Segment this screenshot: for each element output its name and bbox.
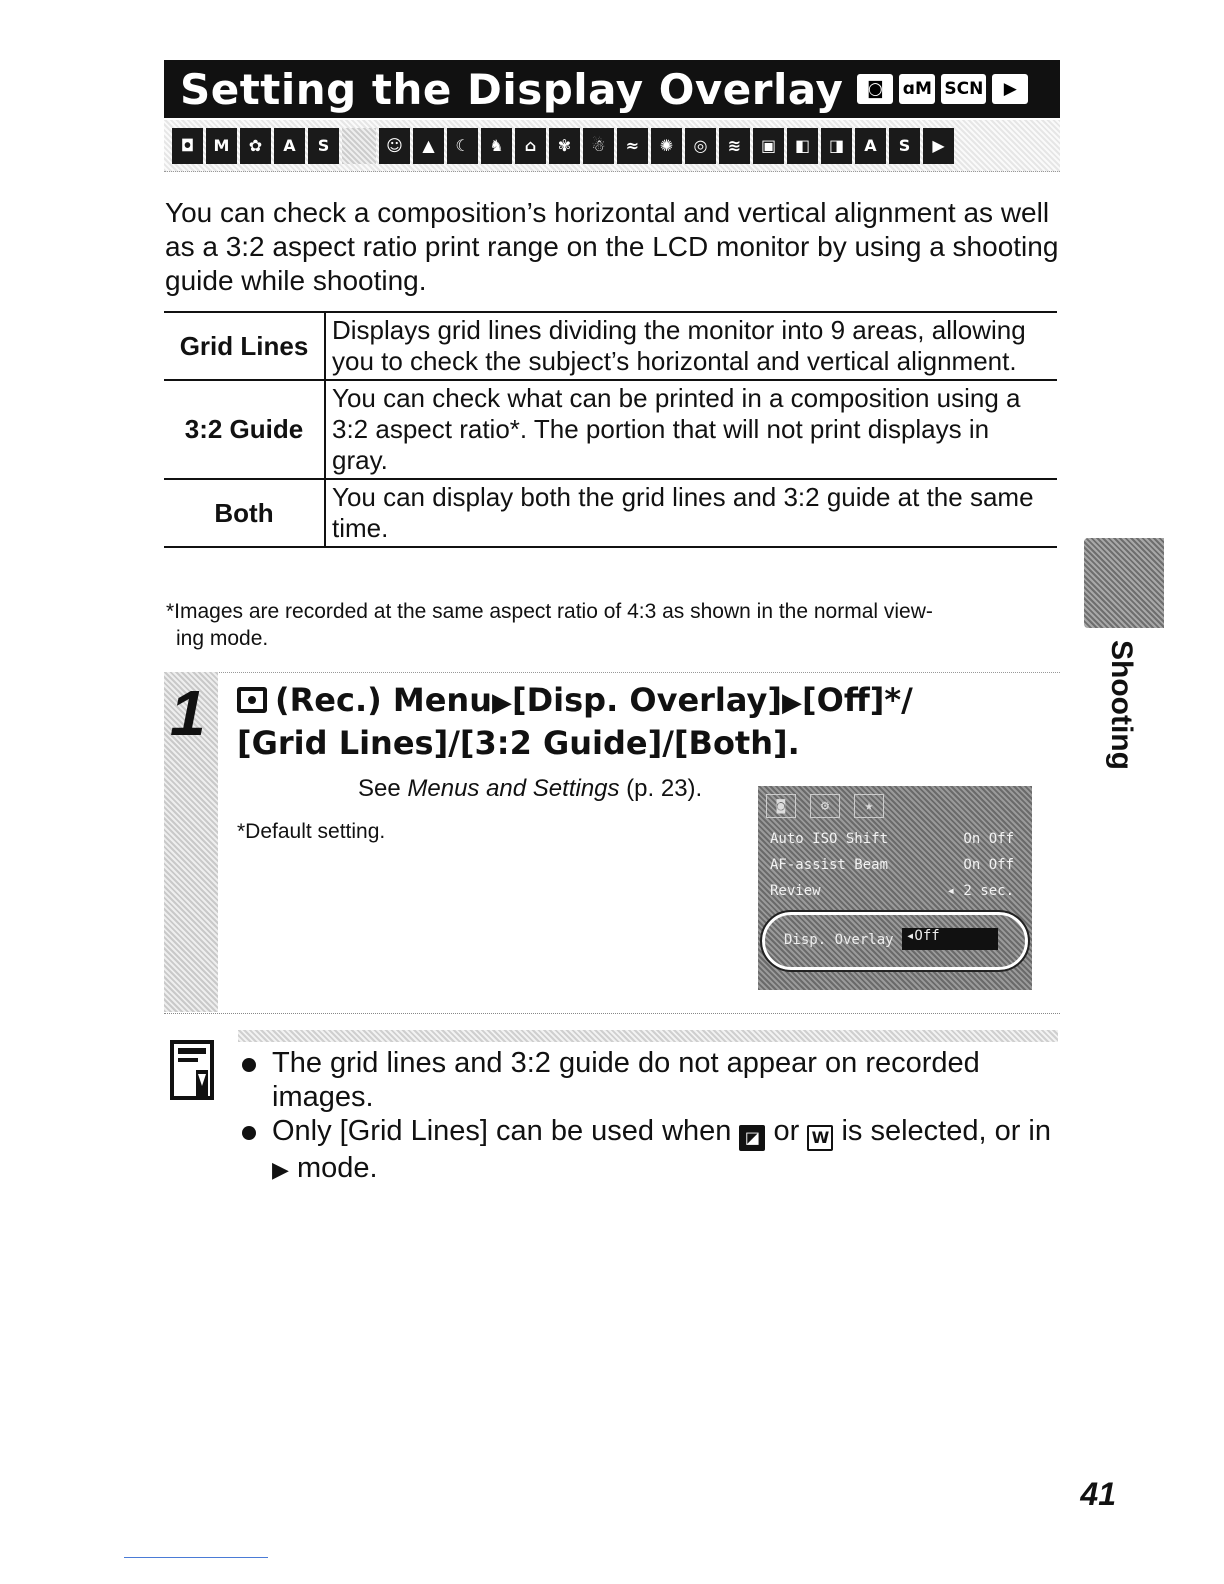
notes-list: [238, 1046, 1058, 1187]
color-accent-icon: A: [274, 128, 305, 164]
color-swap-icon: S: [308, 128, 339, 164]
intro-paragraph: You can check a composition’s horizontal and vertical alignment as well as a 3:2 aspect ratio print range on the LCD monitor by using a shooting guide while shooting.: [165, 197, 1059, 296]
movie-icon: ▶: [992, 74, 1028, 104]
cross-reference: [358, 775, 702, 803]
note-text: mode.: [288, 1152, 378, 1184]
stitch-assist-right-icon: ◨: [821, 128, 852, 164]
aquarium-icon: ◎: [685, 128, 716, 164]
snow-icon: ☃: [583, 128, 614, 164]
heading-part: [Disp. Overlay]: [511, 681, 782, 719]
stitch-assist-mode-icon: ◪: [739, 1125, 765, 1151]
option-term: 3:2 Guide: [164, 380, 325, 479]
camera-manual-icon: ɑM: [899, 74, 935, 104]
fireworks-icon: ✺: [651, 128, 682, 164]
footnote-line: ing mode.: [176, 627, 269, 650]
heading-part: [Off]*/: [801, 681, 913, 719]
lcd-settings-tab-icon: ⚙: [810, 794, 840, 818]
night-snapshot-icon: ☾: [447, 128, 478, 164]
overlay-options-table: [164, 311, 1057, 548]
foliage-icon: ✾: [549, 128, 580, 164]
iso3200-icon: ▣: [753, 128, 784, 164]
kids-pets-icon: ♞: [481, 128, 512, 164]
table-row: [164, 380, 1057, 479]
beach-icon: ≈: [617, 128, 648, 164]
section-title-bar: [164, 60, 1060, 118]
lcd-selected-value: ◂Off: [902, 928, 998, 950]
arrow-right-icon: ▶: [491, 688, 512, 718]
indoor-icon: ⌂: [515, 128, 546, 164]
table-row: [164, 479, 1057, 547]
note-text: or: [765, 1115, 808, 1147]
landscape-icon: ▲: [413, 128, 444, 164]
movie-mode-icon: ▶: [272, 1157, 289, 1182]
lcd-row-label: AF-assist Beam: [770, 857, 889, 873]
default-setting-note: *Default setting.: [237, 820, 386, 843]
color-swap-movie-icon: S: [889, 128, 920, 164]
record-mode-icon: [237, 687, 267, 713]
option-description: You can check what can be printed in a composition using a 3:2 aspect ratio*. The portion that will not print displays in gray.: [325, 380, 1057, 479]
lcd-row-label: Review: [770, 883, 821, 899]
aspect-footnote: [166, 598, 1066, 652]
see-title: Menus and Settings: [407, 775, 620, 802]
stitch-assist-icon: ◧: [787, 128, 818, 164]
list-item: [238, 1114, 1058, 1187]
heading-part: (Rec.) Menu: [275, 681, 492, 719]
chapter-side-tab: [1084, 538, 1164, 628]
heading-part: [Grid Lines]/[3:2 Guide]/[Both].: [237, 724, 800, 762]
option-term: Both: [164, 479, 325, 547]
lcd-camera-tab-icon: ◙: [766, 794, 796, 818]
note-text: is selected, or in: [833, 1115, 1051, 1147]
lcd-row-value: On Off: [963, 857, 1014, 873]
scene-icon: SCN: [941, 74, 986, 104]
page-number: 41: [1080, 1476, 1116, 1512]
footer-rule: [124, 1557, 268, 1558]
movie-mode-icon: ▶: [923, 128, 954, 164]
widescreen-mode-icon: W: [807, 1125, 833, 1151]
lcd-row-label: Auto ISO Shift: [770, 831, 889, 847]
camera-auto-icon: ◙: [857, 74, 893, 104]
lcd-mymenu-tab-icon: ★: [854, 794, 884, 818]
mode-icons: [857, 74, 1028, 104]
section-title: Setting the Display Overlay: [180, 64, 844, 114]
unavailable-mode-icon: [342, 128, 376, 164]
list-item: The grid lines and 3:2 guide do not appear on recorded images.: [238, 1046, 1058, 1114]
arrow-right-icon: ▶: [781, 688, 802, 718]
scene-mode-strip: [164, 120, 1060, 172]
manual-mode-icon: M: [206, 128, 237, 164]
step-number: 1: [170, 677, 206, 749]
lcd-menu-row: [770, 882, 1014, 900]
option-term: Grid Lines: [164, 312, 325, 380]
table-row: [164, 312, 1057, 380]
underwater-icon: ≋: [719, 128, 750, 164]
lcd-tabs: [766, 794, 884, 818]
see-prefix: See: [358, 775, 408, 802]
lcd-selected-label: Disp. Overlay: [784, 932, 894, 948]
lcd-row-value: On Off: [963, 831, 1014, 847]
option-description: You can display both the grid lines and 3:2 guide at the same time.: [325, 479, 1057, 547]
auto-mode-icon: ◘: [172, 128, 203, 164]
color-accent-movie-icon: A: [855, 128, 886, 164]
footnote-line: *Images are recorded at the same aspect ratio of 4:3 as shown in the normal view-: [166, 600, 933, 623]
digital-macro-icon: ✿: [240, 128, 271, 164]
note-text: Only [Grid Lines] can be used when: [272, 1115, 740, 1147]
step-heading: [237, 680, 1037, 763]
see-suffix: (p. 23).: [619, 775, 703, 802]
portrait-icon: ☺: [379, 128, 410, 164]
lcd-row-value: ◂ 2 sec.: [946, 883, 1014, 899]
lcd-menu-row: [770, 856, 1014, 874]
notes-divider: [238, 1030, 1058, 1042]
memo-note-icon: [170, 1040, 216, 1102]
chapter-label: Shooting: [1105, 640, 1138, 770]
option-description: Displays grid lines dividing the monitor into 9 areas, allowing you to check the subject’s horizontal and vertical alignment.: [325, 312, 1057, 380]
lcd-menu-row: [770, 830, 1014, 848]
